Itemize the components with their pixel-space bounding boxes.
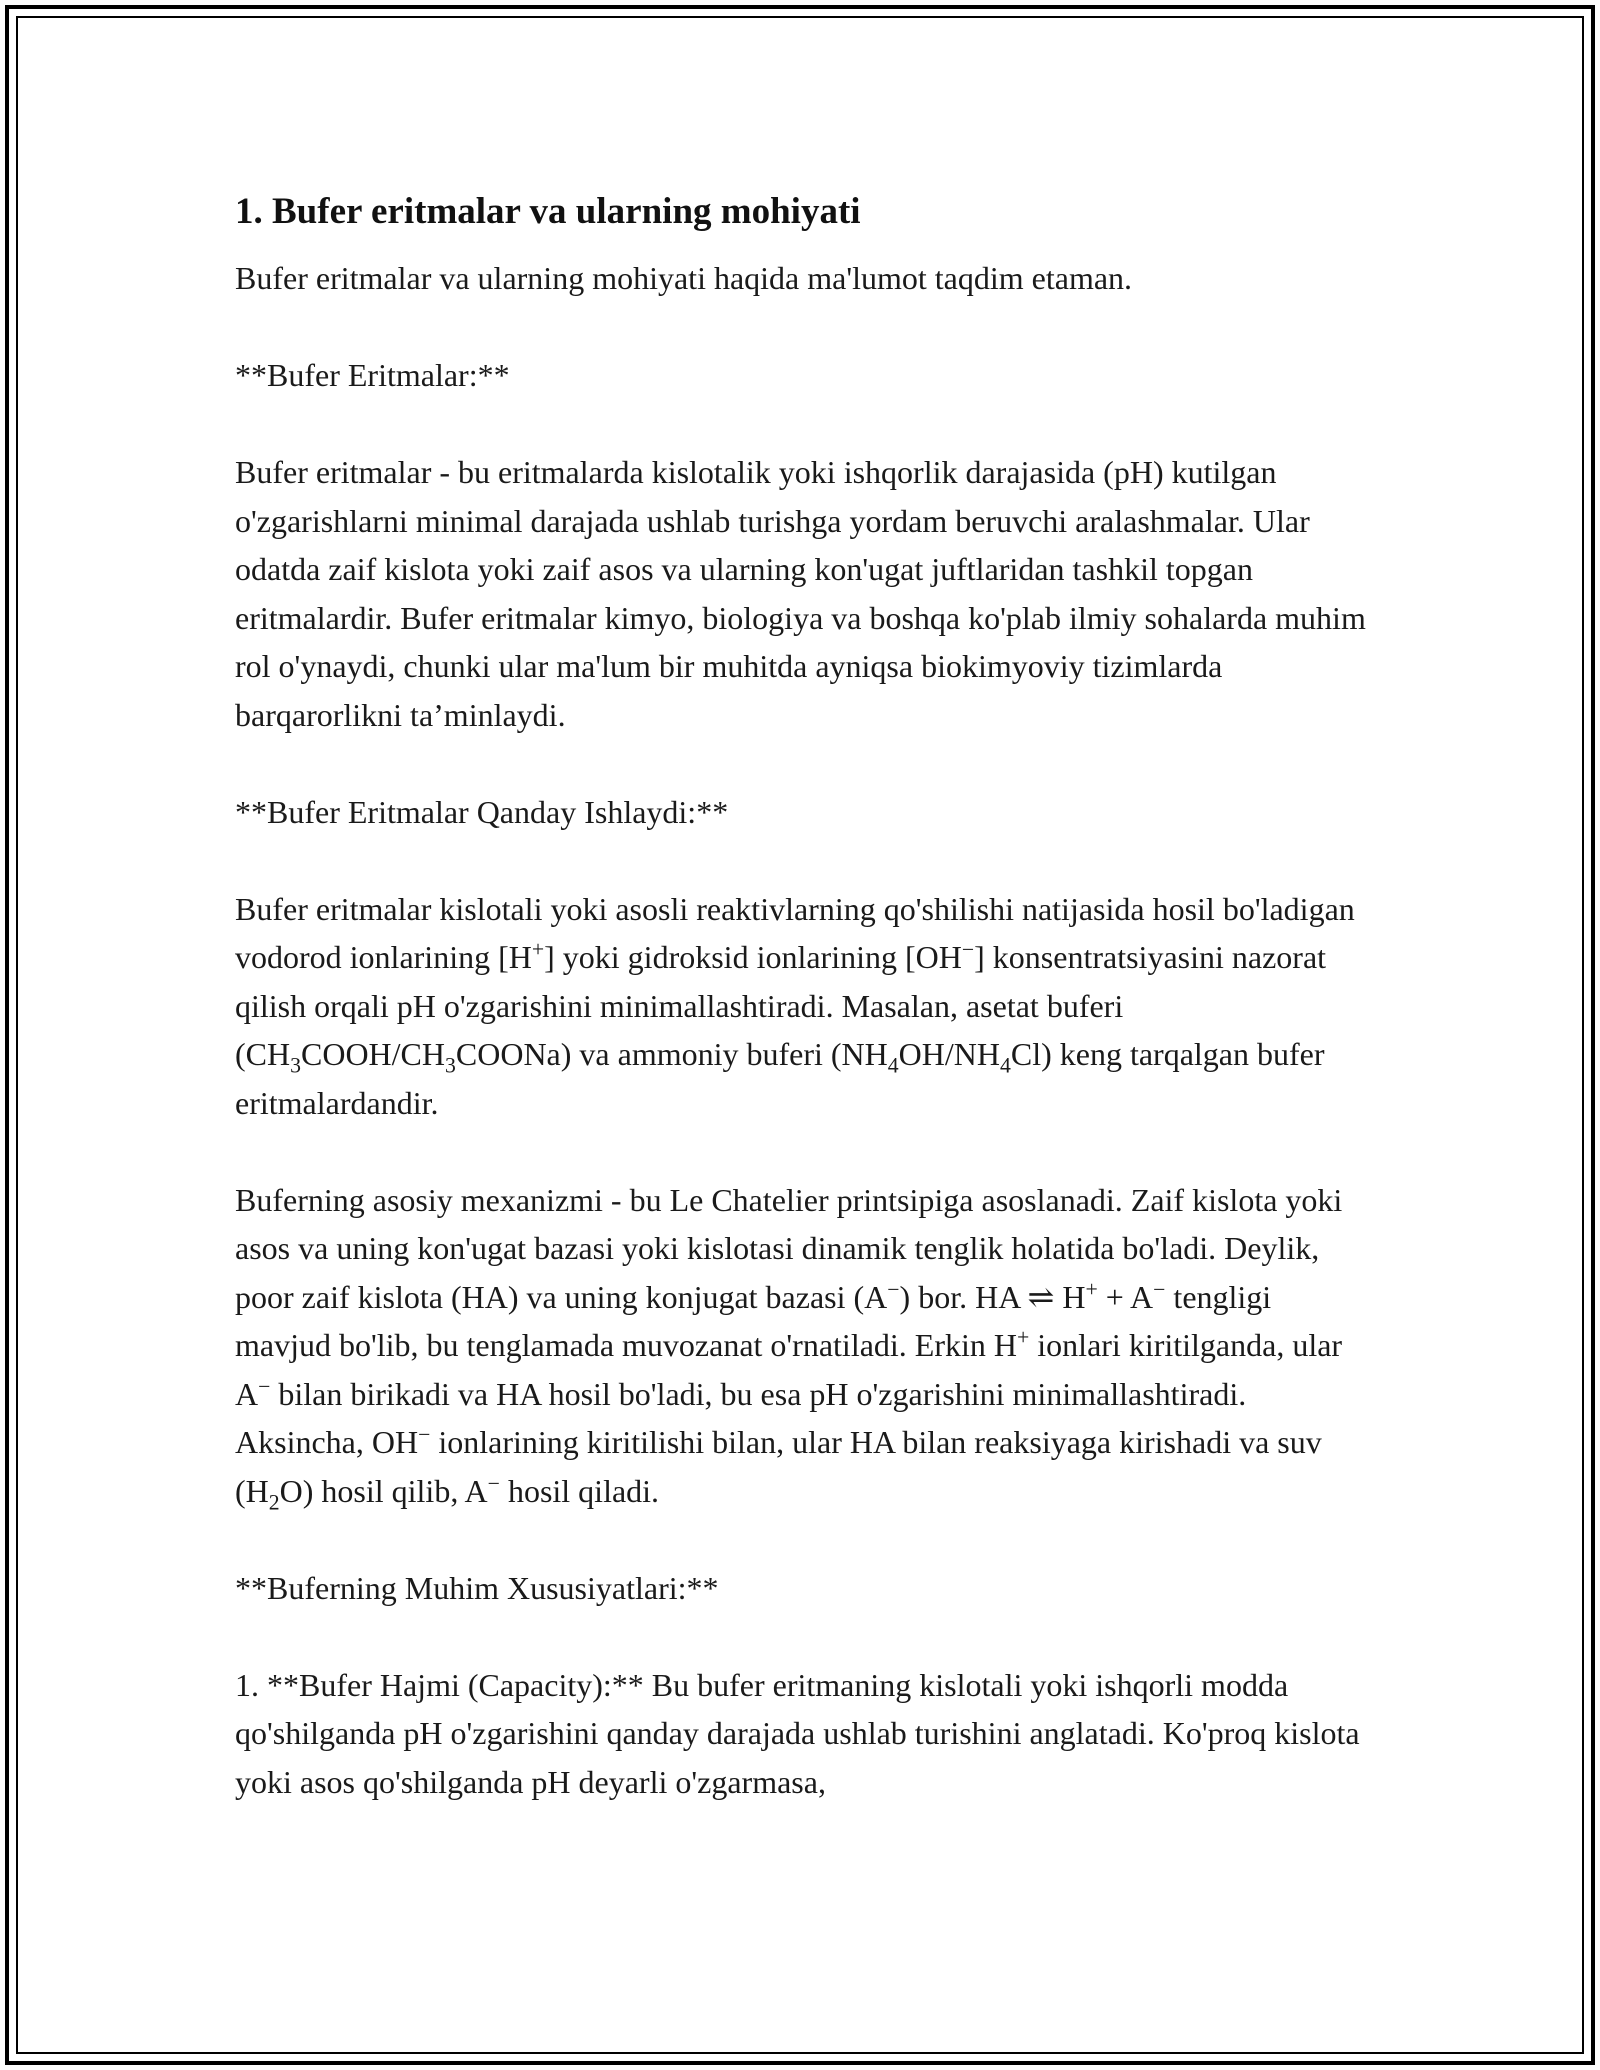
section-title-properties: **Buferning Muhim Xususiyatlari:** [235,1569,719,1606]
intro-paragraph: Bufer eritmalar va ularning mohiyati haqida ma'lumot taqdim etaman. [235,260,1133,296]
capacity-paragraph: 1. **Bufer Hajmi (Capacity):** Bu bufer eritmaning kislotali yoki ishqorli modda qo'shilganda pH o'zgarishini qanday darajada ushlab turishini anglatadi. Ko'proq kislota yoki asos qo'shilganda pH deyarli o'zgarmasa, [235,1666,1360,1800]
section-title-how-it-works: **Bufer Eritmalar Qanday Ishlaydi:** [235,793,729,830]
definition-paragraph: Bufer eritmalar - bu eritmalarda kislotalik yoki ishqorlik darajasida (pH) kutilgan o'zgarishlarni minimal darajada ushlab turishga yordam beruvchi aralashmalar. Ular odatda zaif kislota yoki zaif asos va ularning kon'ugat juftlaridan tashkil topgan eritmalardir. Bufer eritmalar kimyo, biologiya va boshqa ko'plab ilmiy sohalarda muhim rol o'ynaydi, chunki ular ma'lum bir muhitda ayniqsa biokimyoviy tizimlarda barqarorlikni ta’minlaydi. [235,454,1366,733]
section-title-bufer-eritmalar: **Bufer Eritmalar:** [235,357,510,393]
mechanism-paragraph: Bufer eritmalar kislotali yoki asosli reaktivlarning qo'shilishi natijasida hosil bo'ladigan vodorod ionlarining [H+] yoki gidroksid ionlarining [OH−] konsentratsiyasini nazorat qilish orqali pH o'zgarishini minimallashtiradi. Masalan, asetat buferi $(CH_3COOH/CH_3COONa)$ va ammoniy buferi $(NH_4OH/NH_4Cl)$ keng tarqalgan bufer eritmalardandir. [235,890,1355,1121]
document-body [235,188,1370,1855]
le-chatelier-paragraph: Buferning asosiy mexanizmi - bu Le Chatelier printsipiga asoslanadi. Zaif kislota yoki asos va uning kon'ugat bazasi yoki kislotasi dinamik tenglik holatida bo'ladi. Deylik, poor zaif kislota (HA) va uning konjugat bazasi (A−) bor. HA ⇌ H+ + A− tengligi mavjud bo'lib, bu tenglamada muvozanat o'rnatiladi. Erkin H+ ionlari kiritilganda, ular A− bilan birikadi va HA hosil bo'ladi, bu esa pH o'zgarishini minimallashtiradi. Aksincha, OH− ionlarining kiritilishi bilan, ular HA bilan reaksiyaga kirishadi va suv $(H_2O)$ hosil qilib, A− hosil qiladi. [235,1181,1343,1514]
document-heading: 1. Bufer eritmalar va ularning mohiyati [235,191,861,232]
